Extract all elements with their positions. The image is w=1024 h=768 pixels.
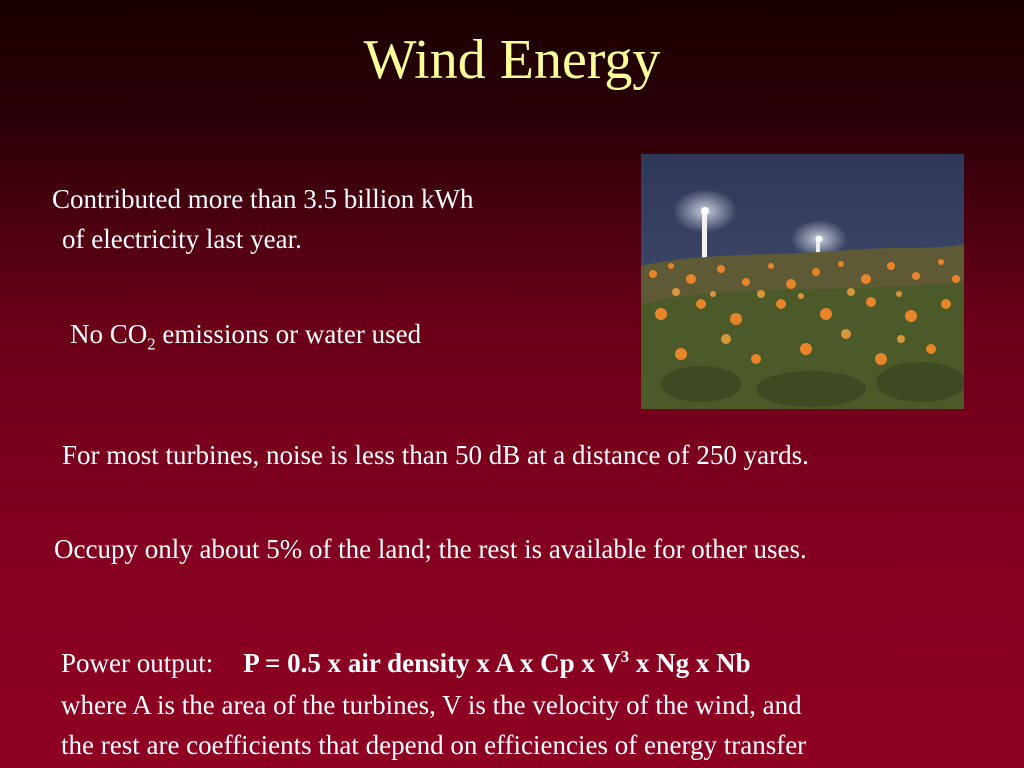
contribution-line-2: of electricity last year. [62,224,302,254]
co2-suffix: emissions or water used [155,319,422,349]
co2-prefix: No CO [70,319,148,349]
contribution-line-1: Contributed more than 3.5 billion kWh [52,184,474,214]
co2-subscript: 2 [147,334,156,354]
noise-statement: For most turbines, noise is less than 50 dB at a distance of 250 yards. [62,440,809,470]
slide-title: Wind Energy [363,29,661,91]
land-use-statement: Occupy only about 5% of the land; the rest is available for other uses. [54,534,807,564]
power-output-line [61,646,751,681]
wind-turbine-image [641,154,964,409]
power-formula-tail: x Ng x Nb [629,648,751,678]
power-explanation-line-1: where A is the area of the turbines, V is the velocity of the wind, and [61,690,802,720]
power-formula [243,648,750,678]
power-explanation-line-2: the rest are coefficients that depend on efficiencies of energy transfer [61,730,807,760]
power-output-label: Power output: [61,648,214,678]
co2-statement [70,317,421,352]
power-formula-exponent: 3 [620,647,630,666]
wind-turbine-photo [641,154,964,409]
power-formula-main: P = 0.5 x air density x A x Cp x V [243,648,621,678]
